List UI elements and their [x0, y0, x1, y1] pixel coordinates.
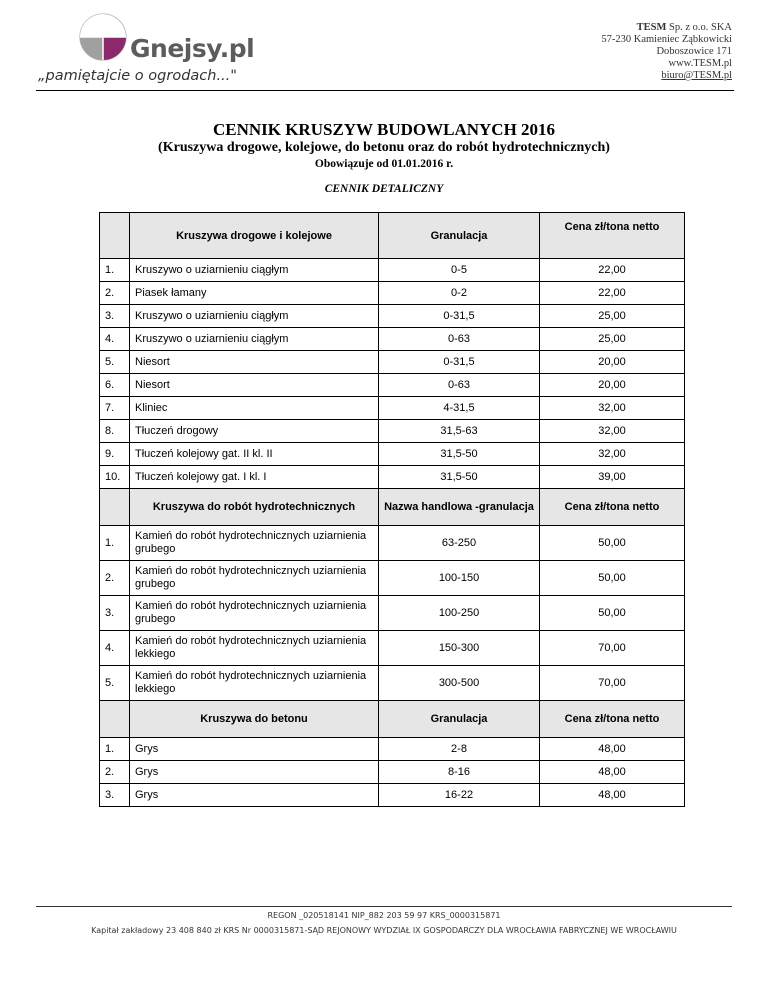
row-granulation: 0-63	[379, 328, 540, 351]
row-name: Tłuczeń kolejowy gat. II kl. II	[130, 443, 379, 466]
row-number: 2.	[100, 282, 130, 305]
row-name: Kliniec	[130, 397, 379, 420]
section-header	[100, 701, 685, 738]
table-row	[100, 351, 685, 374]
header-name: Kruszywa do betonu	[130, 701, 379, 738]
row-price: 50,00	[540, 561, 685, 596]
header-number	[100, 489, 130, 526]
row-price: 20,00	[540, 351, 685, 374]
row-granulation: 31,5-63	[379, 420, 540, 443]
row-number: 2.	[100, 561, 130, 596]
header-price: Cena zł/tona netto	[540, 489, 685, 526]
row-granulation: 31,5-50	[379, 466, 540, 489]
row-number: 8.	[100, 420, 130, 443]
row-granulation: 300-500	[379, 666, 540, 701]
section-hydrotechnical	[100, 489, 685, 701]
row-price: 48,00	[540, 738, 685, 761]
row-number: 3.	[100, 596, 130, 631]
table-row	[100, 561, 685, 596]
footer-divider	[36, 906, 732, 907]
logo-tagline: „pamiętajcie o ogrodach..."	[38, 68, 237, 84]
footer-court-info: Kapitał zakładowy 23 408 840 zł KRS Nr 0000315871-SĄD REJONOWY WYDZIAŁ IX GOSPODARCZY DLA WROCŁAWIA FABRYCZNEJ WE WROCŁAWIU	[91, 926, 677, 935]
row-granulation: 0-31,5	[379, 351, 540, 374]
row-name: Kamień do robót hydrotechnicznych uziarnienia lekkiego	[130, 631, 379, 666]
row-name: Kamień do robót hydrotechnicznych uziarnienia grubego	[130, 596, 379, 631]
row-granulation: 8-16	[379, 761, 540, 784]
price-table	[99, 212, 685, 807]
row-name: Piasek łamany	[130, 282, 379, 305]
row-name: Kruszywo o uziarnieniu ciągłym	[130, 328, 379, 351]
table-row	[100, 282, 685, 305]
header-number	[100, 701, 130, 738]
row-number: 3.	[100, 784, 130, 807]
document-title: CENNIK KRUSZYW BUDOWLANYCH 2016	[212, 120, 556, 139]
table-row	[100, 738, 685, 761]
header-divider	[36, 90, 734, 91]
row-name: Tłuczeń kolejowy gat. I kl. I	[130, 466, 379, 489]
logo-circle-icon	[78, 12, 128, 62]
row-price: 20,00	[540, 374, 685, 397]
company-address1: 57-230 Kamieniec Ząbkowicki	[601, 34, 732, 45]
header-name: Kruszywa do robót hydrotechnicznych	[130, 489, 379, 526]
table-row	[100, 259, 685, 282]
table-row	[100, 526, 685, 561]
row-number: 10.	[100, 466, 130, 489]
header-name: Kruszywa drogowe i kolejowe	[130, 213, 379, 259]
row-price: 25,00	[540, 305, 685, 328]
header-granulation: Nazwa handlowa -granulacja	[379, 489, 540, 526]
table-row	[100, 466, 685, 489]
row-price: 70,00	[540, 666, 685, 701]
row-granulation: 2-8	[379, 738, 540, 761]
table-row	[100, 784, 685, 807]
row-number: 4.	[100, 328, 130, 351]
header-granulation: Granulacja	[379, 213, 540, 259]
table-row	[100, 420, 685, 443]
row-price: 48,00	[540, 761, 685, 784]
table-row	[100, 666, 685, 701]
row-granulation: 100-150	[379, 561, 540, 596]
table-row	[100, 631, 685, 666]
row-granulation: 0-2	[379, 282, 540, 305]
row-number: 2.	[100, 761, 130, 784]
row-name: Kamień do robót hydrotechnicznych uziarnienia lekkiego	[130, 666, 379, 701]
table-row	[100, 305, 685, 328]
header-price: Cena zł/tona netto	[540, 213, 685, 259]
header-number	[100, 213, 130, 259]
table-row	[100, 596, 685, 631]
row-granulation: 150-300	[379, 631, 540, 666]
row-number: 1.	[100, 526, 130, 561]
row-name: Grys	[130, 784, 379, 807]
row-number: 6.	[100, 374, 130, 397]
company-suffix: Sp. z o.o. SKA	[666, 22, 732, 33]
row-name: Kruszywo o uziarnieniu ciągłym	[130, 259, 379, 282]
company-name: TESM	[636, 22, 667, 33]
row-price: 50,00	[540, 526, 685, 561]
row-number: 9.	[100, 443, 130, 466]
table-row	[100, 443, 685, 466]
row-number: 4.	[100, 631, 130, 666]
row-granulation: 16-22	[379, 784, 540, 807]
document-subtitle: (Kruszywa drogowe, kolejowe, do betonu oraz do robót hydrotechnicznych)	[158, 140, 610, 155]
header-granulation: Granulacja	[379, 701, 540, 738]
row-number: 3.	[100, 305, 130, 328]
section-header	[100, 213, 685, 259]
row-price: 22,00	[540, 259, 685, 282]
logo-brand: Gnejsy.pl	[130, 34, 255, 63]
company-email[interactable]: biuro@TESM.pl	[661, 70, 732, 81]
row-price: 32,00	[540, 443, 685, 466]
company-name-line	[601, 22, 732, 34]
company-logo	[38, 8, 288, 88]
row-name: Niesort	[130, 351, 379, 374]
company-website[interactable]: www.TESM.pl	[668, 58, 732, 69]
valid-from: Obowiązuje od 01.01.2016 r.	[314, 158, 454, 170]
row-name: Niesort	[130, 374, 379, 397]
row-granulation: 4-31,5	[379, 397, 540, 420]
row-name: Grys	[130, 738, 379, 761]
row-granulation: 0-31,5	[379, 305, 540, 328]
row-number: 7.	[100, 397, 130, 420]
row-price: 32,00	[540, 420, 685, 443]
row-price: 50,00	[540, 596, 685, 631]
table-row	[100, 397, 685, 420]
row-name: Kruszywo o uziarnieniu ciągłym	[130, 305, 379, 328]
row-price: 25,00	[540, 328, 685, 351]
row-price: 48,00	[540, 784, 685, 807]
row-price: 32,00	[540, 397, 685, 420]
header-price: Cena zł/tona netto	[540, 701, 685, 738]
row-granulation: 31,5-50	[379, 443, 540, 466]
row-name: Tłuczeń drogowy	[130, 420, 379, 443]
row-granulation: 100-250	[379, 596, 540, 631]
row-name: Kamień do robót hydrotechnicznych uziarnienia grubego	[130, 561, 379, 596]
footer-registration: REGON _020518141 NIP_882 203 59 97 KRS_0000315871	[267, 911, 501, 920]
table-row	[100, 374, 685, 397]
row-number: 5.	[100, 351, 130, 374]
row-name: Kamień do robót hydrotechnicznych uziarnienia grubego	[130, 526, 379, 561]
row-number: 1.	[100, 259, 130, 282]
row-granulation: 0-63	[379, 374, 540, 397]
table-row	[100, 761, 685, 784]
row-name: Grys	[130, 761, 379, 784]
table-row	[100, 328, 685, 351]
section-concrete	[100, 701, 685, 807]
section-road-rail	[100, 213, 685, 489]
row-price: 39,00	[540, 466, 685, 489]
row-granulation: 0-5	[379, 259, 540, 282]
row-price: 70,00	[540, 631, 685, 666]
retail-label: CENNIK DETALICZNY	[324, 183, 444, 195]
row-number: 1.	[100, 738, 130, 761]
row-granulation: 63-250	[379, 526, 540, 561]
row-price: 22,00	[540, 282, 685, 305]
company-info	[601, 22, 732, 82]
company-address2: Doboszowice 171	[656, 46, 732, 57]
row-number: 5.	[100, 666, 130, 701]
section-header	[100, 489, 685, 526]
